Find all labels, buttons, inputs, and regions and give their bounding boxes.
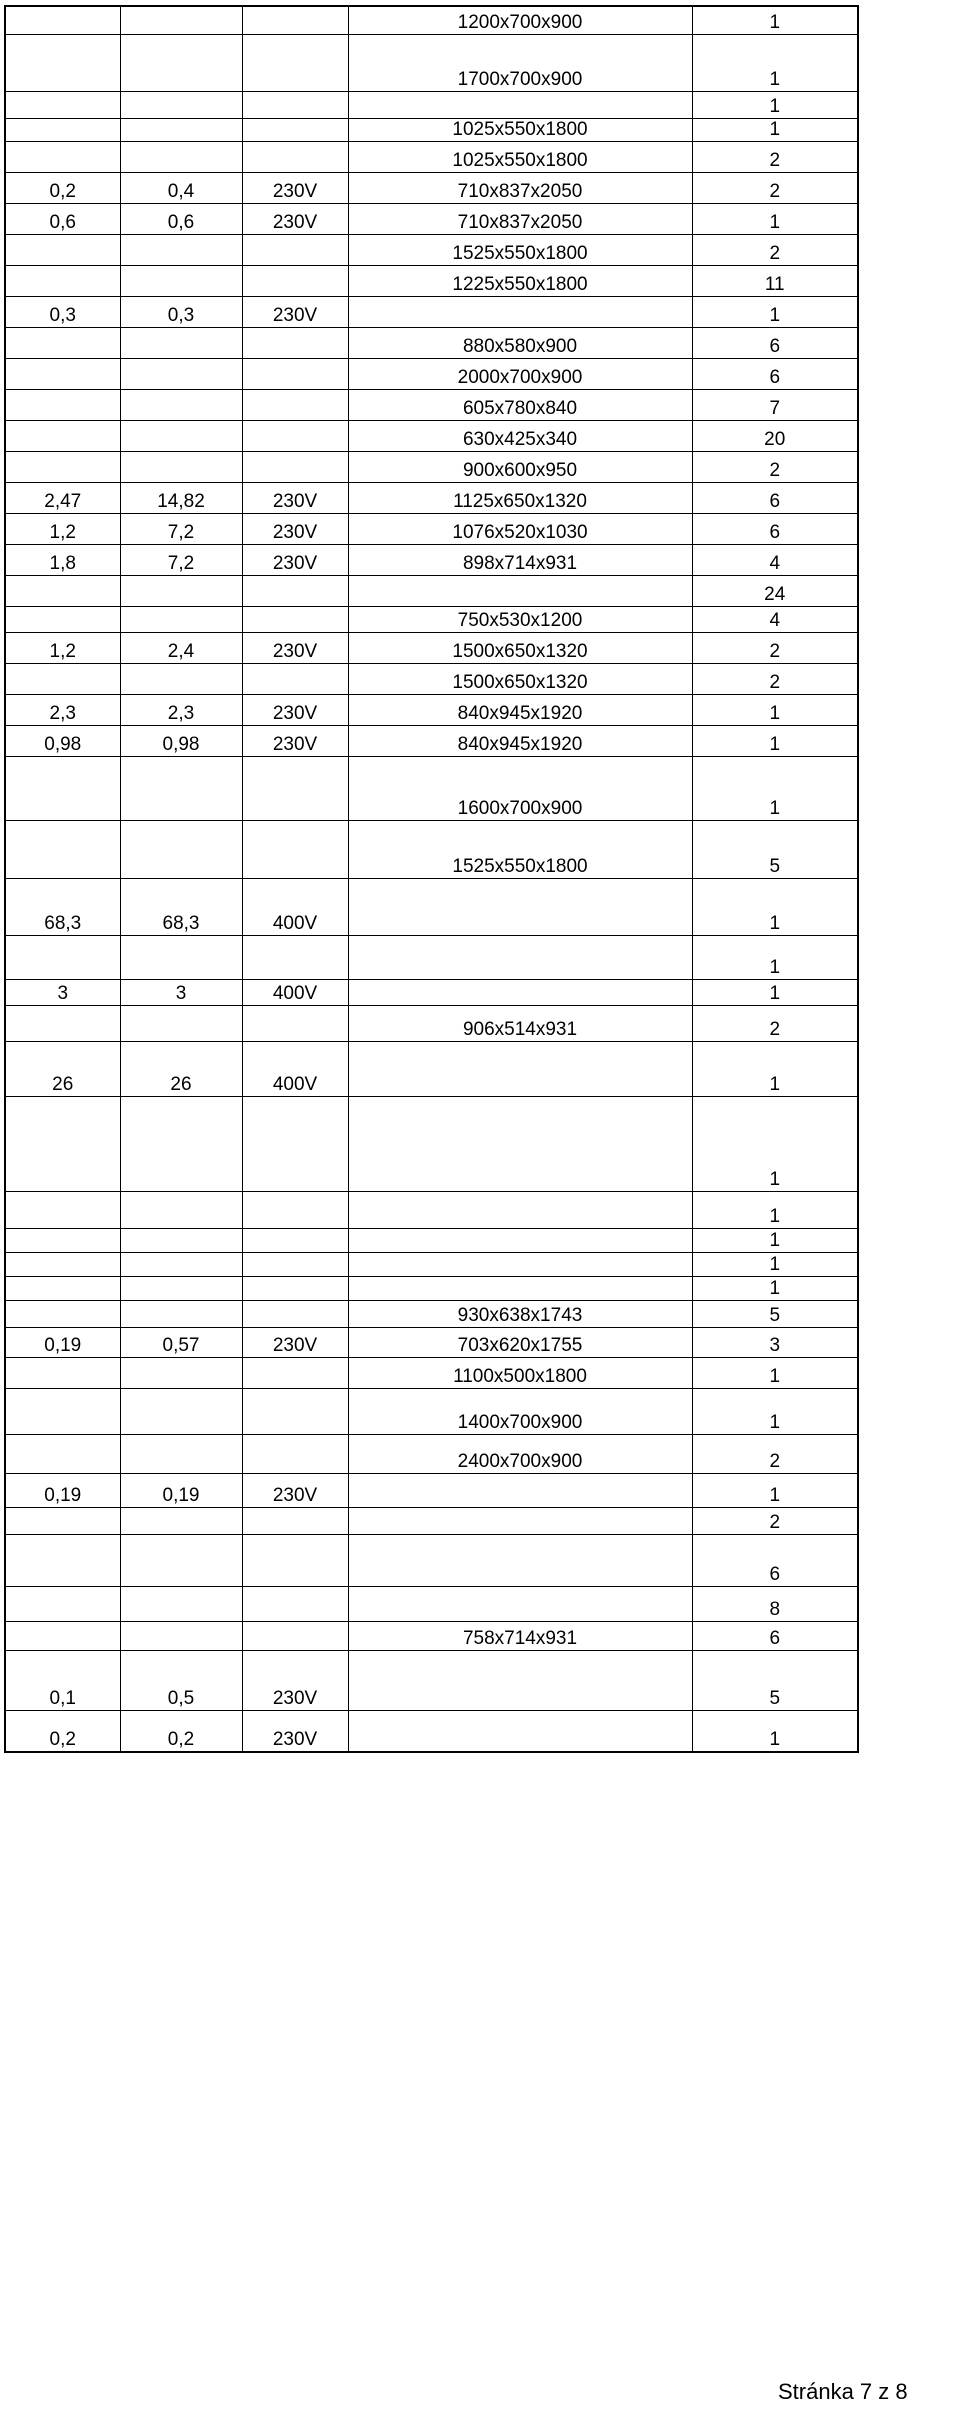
dimensions-cell [348,575,692,606]
power-cell [5,1276,120,1300]
voltage-cell [242,1621,348,1650]
voltage-cell [242,358,348,389]
table-row [5,265,858,296]
table-row [5,935,858,979]
voltage-cell [242,389,348,420]
total-power-cell [120,234,242,265]
total-power-cell [120,1005,242,1041]
dimensions-cell: 710x837x2050 [348,172,692,203]
total-power-cell [120,91,242,118]
voltage-cell [242,1357,348,1388]
power-cell: 1,2 [5,513,120,544]
total-power-cell: 7,2 [120,544,242,575]
voltage-cell: 230V [242,172,348,203]
quantity-cell: 6 [692,513,858,544]
power-cell [5,1534,120,1586]
voltage-cell [242,234,348,265]
total-power-cell [120,1252,242,1276]
dimensions-cell [348,1228,692,1252]
voltage-cell [242,91,348,118]
dimensions-cell [348,1276,692,1300]
table-row [5,1276,858,1300]
dimensions-cell: 1025x550x1800 [348,141,692,172]
dimensions-cell: 2400x700x900 [348,1434,692,1473]
quantity-cell: 1 [692,34,858,91]
power-cell: 0,2 [5,1710,120,1752]
dimensions-cell [348,1710,692,1752]
total-power-cell: 3 [120,979,242,1005]
table-row [5,1327,858,1357]
total-power-cell [120,575,242,606]
quantity-cell: 1 [692,1252,858,1276]
dimensions-cell: 630x425x340 [348,420,692,451]
dimensions-cell: 930x638x1743 [348,1300,692,1327]
dimensions-cell: 1700x700x900 [348,34,692,91]
table-row [5,1041,858,1096]
total-power-cell [120,327,242,358]
equipment-table [4,5,859,1753]
dimensions-cell: 758x714x931 [348,1621,692,1650]
total-power-cell [120,935,242,979]
quantity-cell: 6 [692,1621,858,1650]
total-power-cell: 0,57 [120,1327,242,1357]
quantity-cell: 1 [692,118,858,141]
equipment-table-body [5,6,858,1752]
dimensions-cell: 1025x550x1800 [348,118,692,141]
power-cell [5,451,120,482]
voltage-cell: 230V [242,694,348,725]
quantity-cell: 2 [692,451,858,482]
power-cell [5,756,120,820]
table-row [5,606,858,632]
quantity-cell: 2 [692,1005,858,1041]
power-cell [5,935,120,979]
quantity-cell: 6 [692,358,858,389]
table-row [5,663,858,694]
voltage-cell [242,1300,348,1327]
voltage-cell: 400V [242,878,348,935]
total-power-cell [120,358,242,389]
quantity-cell: 1 [692,1276,858,1300]
dimensions-cell [348,935,692,979]
dimensions-cell [348,296,692,327]
total-power-cell [120,1534,242,1586]
voltage-cell [242,935,348,979]
voltage-cell: 230V [242,1710,348,1752]
dimensions-cell: 840x945x1920 [348,725,692,756]
table-row [5,1096,858,1191]
table-row [5,234,858,265]
table-row [5,878,858,935]
total-power-cell [120,663,242,694]
table-row [5,979,858,1005]
voltage-cell [242,327,348,358]
power-cell [5,1507,120,1534]
dimensions-cell [348,1586,692,1621]
table-row [5,1650,858,1710]
total-power-cell [120,820,242,878]
power-cell [5,34,120,91]
quantity-cell: 1 [692,6,858,34]
voltage-cell [242,663,348,694]
power-cell [5,1228,120,1252]
voltage-cell [242,118,348,141]
power-cell [5,1357,120,1388]
voltage-cell: 230V [242,1473,348,1507]
dimensions-cell: 1125x650x1320 [348,482,692,513]
table-row [5,1434,858,1473]
voltage-cell: 230V [242,725,348,756]
dimensions-cell [348,1507,692,1534]
dimensions-cell: 1100x500x1800 [348,1357,692,1388]
dimensions-cell: 880x580x900 [348,327,692,358]
total-power-cell [120,606,242,632]
quantity-cell: 24 [692,575,858,606]
voltage-cell: 230V [242,1650,348,1710]
power-cell [5,1300,120,1327]
quantity-cell: 1 [692,203,858,234]
quantity-cell: 5 [692,1650,858,1710]
dimensions-cell: 906x514x931 [348,1005,692,1041]
total-power-cell: 0,19 [120,1473,242,1507]
power-cell [5,1096,120,1191]
table-row [5,1388,858,1434]
table-row [5,172,858,203]
table-row [5,1252,858,1276]
voltage-cell [242,1191,348,1228]
quantity-cell: 6 [692,327,858,358]
dimensions-cell: 1600x700x900 [348,756,692,820]
voltage-cell [242,1534,348,1586]
total-power-cell [120,1621,242,1650]
table-row [5,482,858,513]
dimensions-cell: 703x620x1755 [348,1327,692,1357]
total-power-cell [120,1586,242,1621]
table-row [5,389,858,420]
quantity-cell: 7 [692,389,858,420]
table-row [5,118,858,141]
total-power-cell: 0,3 [120,296,242,327]
voltage-cell [242,1276,348,1300]
voltage-cell [242,575,348,606]
quantity-cell: 1 [692,1388,858,1434]
voltage-cell: 230V [242,513,348,544]
total-power-cell [120,1228,242,1252]
power-cell [5,91,120,118]
power-cell [5,118,120,141]
power-cell [5,420,120,451]
quantity-cell: 1 [692,91,858,118]
power-cell: 1,8 [5,544,120,575]
total-power-cell [120,141,242,172]
total-power-cell [120,265,242,296]
dimensions-cell: 1400x700x900 [348,1388,692,1434]
table-row [5,358,858,389]
total-power-cell [120,1300,242,1327]
power-cell [5,820,120,878]
dimensions-cell: 1200x700x900 [348,6,692,34]
total-power-cell: 7,2 [120,513,242,544]
voltage-cell [242,265,348,296]
power-cell: 0,3 [5,296,120,327]
dimensions-cell: 710x837x2050 [348,203,692,234]
table-row [5,1191,858,1228]
quantity-cell: 1 [692,694,858,725]
power-cell [5,6,120,34]
quantity-cell: 3 [692,1327,858,1357]
quantity-cell: 5 [692,820,858,878]
voltage-cell: 230V [242,544,348,575]
voltage-cell [242,6,348,34]
quantity-cell: 1 [692,935,858,979]
power-cell: 0,1 [5,1650,120,1710]
power-cell [5,1434,120,1473]
power-cell [5,606,120,632]
quantity-cell: 2 [692,234,858,265]
power-cell: 0,98 [5,725,120,756]
quantity-cell: 11 [692,265,858,296]
dimensions-cell: 1500x650x1320 [348,632,692,663]
quantity-cell: 1 [692,1473,858,1507]
dimensions-cell: 1076x520x1030 [348,513,692,544]
power-cell: 3 [5,979,120,1005]
table-row [5,1228,858,1252]
voltage-cell [242,1586,348,1621]
quantity-cell: 2 [692,663,858,694]
power-cell: 2,47 [5,482,120,513]
quantity-cell: 1 [692,878,858,935]
dimensions-cell: 900x600x950 [348,451,692,482]
power-cell: 2,3 [5,694,120,725]
dimensions-cell [348,1096,692,1191]
table-row [5,575,858,606]
voltage-cell [242,1507,348,1534]
table-row [5,1586,858,1621]
power-cell [5,141,120,172]
table-row [5,296,858,327]
dimensions-cell [348,1041,692,1096]
quantity-cell: 4 [692,544,858,575]
power-cell [5,1005,120,1041]
table-row [5,1005,858,1041]
dimensions-cell [348,1650,692,1710]
voltage-cell [242,451,348,482]
dimensions-cell: 1500x650x1320 [348,663,692,694]
dimensions-cell [348,1473,692,1507]
quantity-cell: 1 [692,756,858,820]
dimensions-cell: 605x780x840 [348,389,692,420]
power-cell [5,1191,120,1228]
power-cell: 0,19 [5,1473,120,1507]
total-power-cell [120,1434,242,1473]
quantity-cell: 4 [692,606,858,632]
voltage-cell: 230V [242,482,348,513]
dimensions-cell: 1525x550x1800 [348,820,692,878]
table-row [5,34,858,91]
voltage-cell [242,756,348,820]
power-cell [5,358,120,389]
table-row [5,694,858,725]
quantity-cell: 1 [692,979,858,1005]
power-cell: 1,2 [5,632,120,663]
dimensions-cell [348,878,692,935]
quantity-cell: 1 [692,296,858,327]
total-power-cell: 26 [120,1041,242,1096]
total-power-cell [120,6,242,34]
quantity-cell: 6 [692,482,858,513]
total-power-cell [120,1276,242,1300]
quantity-cell: 2 [692,141,858,172]
page-number: Stránka 7 z 8 [778,2379,908,2404]
table-row [5,141,858,172]
table-row [5,1710,858,1752]
quantity-cell: 2 [692,632,858,663]
quantity-cell: 1 [692,1096,858,1191]
total-power-cell: 2,3 [120,694,242,725]
power-cell [5,265,120,296]
total-power-cell: 0,5 [120,1650,242,1710]
table-row [5,1357,858,1388]
total-power-cell [120,756,242,820]
power-cell [5,234,120,265]
power-cell: 0,6 [5,203,120,234]
total-power-cell: 0,4 [120,172,242,203]
voltage-cell [242,1388,348,1434]
power-cell: 0,2 [5,172,120,203]
total-power-cell [120,420,242,451]
table-row [5,203,858,234]
total-power-cell [120,1507,242,1534]
voltage-cell: 230V [242,203,348,234]
quantity-cell: 5 [692,1300,858,1327]
quantity-cell: 1 [692,1357,858,1388]
quantity-cell: 8 [692,1586,858,1621]
quantity-cell: 6 [692,1534,858,1586]
table-row [5,725,858,756]
table-row [5,1507,858,1534]
total-power-cell [120,451,242,482]
voltage-cell: 400V [242,979,348,1005]
total-power-cell: 0,6 [120,203,242,234]
table-row [5,820,858,878]
total-power-cell: 0,2 [120,1710,242,1752]
power-cell [5,327,120,358]
total-power-cell [120,1191,242,1228]
voltage-cell [242,1252,348,1276]
power-cell [5,1252,120,1276]
total-power-cell [120,1388,242,1434]
power-cell [5,1586,120,1621]
dimensions-cell: 750x530x1200 [348,606,692,632]
dimensions-cell: 840x945x1920 [348,694,692,725]
voltage-cell [242,1096,348,1191]
table-row [5,327,858,358]
quantity-cell: 1 [692,1041,858,1096]
total-power-cell [120,389,242,420]
voltage-cell: 230V [242,296,348,327]
voltage-cell [242,141,348,172]
total-power-cell [120,1357,242,1388]
dimensions-cell: 1225x550x1800 [348,265,692,296]
table-row [5,1621,858,1650]
voltage-cell [242,1434,348,1473]
voltage-cell [242,606,348,632]
quantity-cell: 2 [692,172,858,203]
total-power-cell [120,1096,242,1191]
table-row [5,6,858,34]
voltage-cell [242,420,348,451]
table-row [5,420,858,451]
power-cell [5,1388,120,1434]
table-row [5,1534,858,1586]
quantity-cell: 1 [692,1191,858,1228]
dimensions-cell [348,1191,692,1228]
voltage-cell [242,1228,348,1252]
total-power-cell: 2,4 [120,632,242,663]
power-cell: 68,3 [5,878,120,935]
total-power-cell [120,34,242,91]
total-power-cell: 68,3 [120,878,242,935]
table-row [5,632,858,663]
dimensions-cell [348,979,692,1005]
dimensions-cell: 1525x550x1800 [348,234,692,265]
power-cell: 0,19 [5,1327,120,1357]
quantity-cell: 1 [692,725,858,756]
table-row [5,513,858,544]
voltage-cell [242,820,348,878]
table-row [5,1300,858,1327]
table-row [5,451,858,482]
power-cell: 26 [5,1041,120,1096]
total-power-cell: 0,98 [120,725,242,756]
power-cell [5,1621,120,1650]
power-cell [5,389,120,420]
quantity-cell: 1 [692,1710,858,1752]
quantity-cell: 2 [692,1434,858,1473]
dimensions-cell: 2000x700x900 [348,358,692,389]
total-power-cell: 14,82 [120,482,242,513]
dimensions-cell: 898x714x931 [348,544,692,575]
table-row [5,91,858,118]
voltage-cell: 400V [242,1041,348,1096]
table-row [5,544,858,575]
quantity-cell: 20 [692,420,858,451]
voltage-cell [242,1005,348,1041]
dimensions-cell [348,1534,692,1586]
dimensions-cell [348,91,692,118]
voltage-cell: 230V [242,632,348,663]
table-row [5,756,858,820]
dimensions-cell [348,1252,692,1276]
power-cell [5,663,120,694]
power-cell [5,575,120,606]
voltage-cell [242,34,348,91]
table-row [5,1473,858,1507]
voltage-cell: 230V [242,1327,348,1357]
quantity-cell: 1 [692,1228,858,1252]
quantity-cell: 2 [692,1507,858,1534]
total-power-cell [120,118,242,141]
